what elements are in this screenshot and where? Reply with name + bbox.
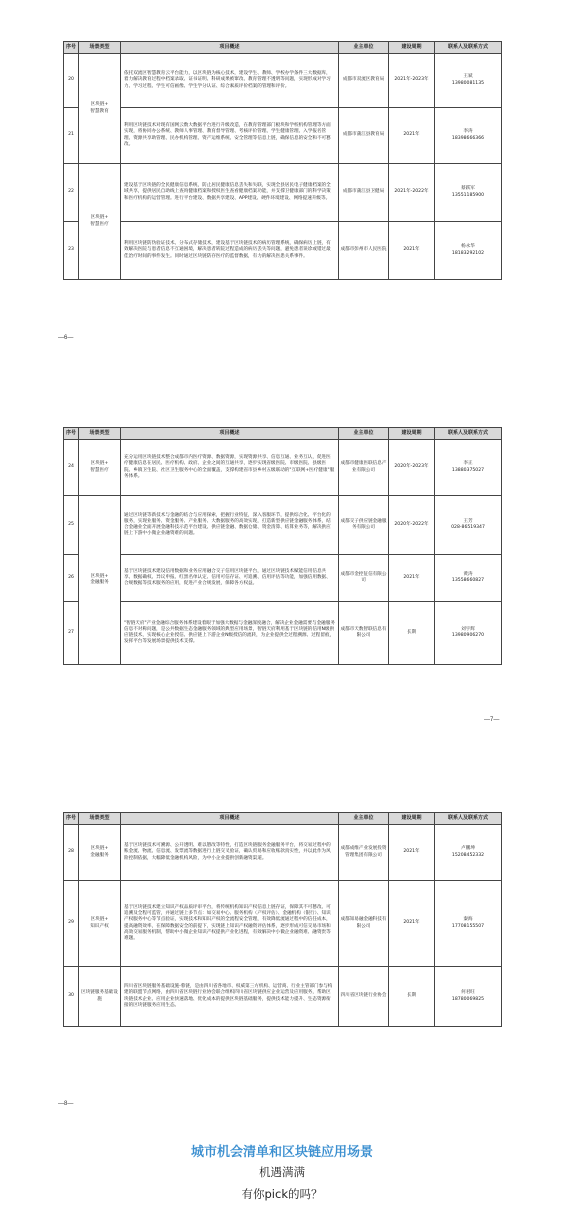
footer-line-1: 机遇满满 <box>259 1165 305 1179</box>
header-period: 建设周期 <box>389 42 435 54</box>
row-period: 2021年 <box>389 222 435 280</box>
table-row <box>64 222 502 280</box>
row-description: 基于区块链技术建立知识产权品质评审平台，将传统机构知识产权信息上链存证，保障其不可篡改、可追溯及全程可监管，并通过链上多节点：如交易中心、服务机构（产权评估）、金融机构（银行）、知识产权服务中心等节点验证，实现技术和知识产权的全流程安全管理，有效降低流通过程中的信任成本，提高融资效率，在保障数据安全的前提下，实现链上知识产权融资评估体系，逐步形成可信交易市场和高效交易服务机制，帮助中小微企业知识产权提供产业化进程，有效解决中小微企业融资难、融资贵等难题。 <box>121 881 339 967</box>
scenario-table-page-6 <box>63 41 502 280</box>
header-owner: 业主单位 <box>339 813 389 825</box>
table-row <box>64 164 502 222</box>
row-period: 2021年 <box>389 555 435 602</box>
row-no: 29 <box>64 881 79 967</box>
table-row <box>64 825 502 881</box>
row-owner: 成都市金控征信有限公司 <box>339 555 389 602</box>
header-period: 建设周期 <box>389 428 435 440</box>
row-owner: 成都市双流区教育局 <box>339 54 389 108</box>
row-owner: 成都市蒲江县教育局 <box>339 108 389 164</box>
header-contact: 联系人及联系方式 <box>435 813 502 825</box>
row-no: 20 <box>64 54 79 108</box>
row-description: 充分运用区块链技术整合成都市内医疗资源、数据资源，实现资源共享、信息互通、业务互认，促进医疗健康信息在居民、医疗机构、政府、企业之间的互通共享，逐步实现省级医院、市级医院、县级医院、乡镇卫生院、社区卫生服务中心的全面覆盖，支撑构建省市县乡村五级联动的"互联网+医疗健康"服务体系。 <box>121 440 339 496</box>
row-description: 通过区块链等新技术与金融的结合与应用探索，把握行业特征，深入客服环节，提供综合化、平台化的服务，实现业服务、资金服务、产业服务、大数据服务的高效实现，打造新型供应链金融服务体系，结合金融业全面开展金融科技示范平台建设、供应链金融、数据仓储、资金清算、结算业务等，解决供应链上下游中小微企业融资难的问题。 <box>121 496 339 555</box>
page-number: —6— <box>58 335 74 341</box>
header-description: 项目概述 <box>121 428 339 440</box>
row-contact: 黄涛 13558660827 <box>435 555 502 602</box>
table-row <box>64 108 502 164</box>
header-no: 序号 <box>64 42 79 54</box>
row-category: 区块链+ 金融服务 <box>79 825 121 881</box>
row-category: 区块链服务基础设施 <box>79 967 121 1027</box>
row-category: 区块链+ 智慧医疗 <box>79 164 121 280</box>
doc-page-7 <box>63 427 501 665</box>
row-contact: 何君旺 18780069825 <box>435 967 502 1027</box>
row-no: 28 <box>64 825 79 881</box>
row-description: "智链天府"产业金融综合服务体系建设着眼于加强大数据与金融深度融合，解决企业金融需要与金融服务信息不对称问题，是公共数据生态金融服务领域的典型应用场景，智链天府利用基于区块链的信用N级供应链技术，实现核心企业授信、供应链上下游企业N级授信的流转，为企业提供全过程溯源、过程留痕，发挥平台等发展场景提供技术支撑。 <box>121 602 339 665</box>
row-contact: 卢鹏坤 15208452332 <box>435 825 502 881</box>
table-header-row <box>64 42 502 54</box>
row-contact: 秦海 17708155507 <box>435 881 502 967</box>
row-period: 长期 <box>389 967 435 1027</box>
table-row <box>64 555 502 602</box>
header-description: 项目概述 <box>121 42 339 54</box>
row-no: 22 <box>64 164 79 222</box>
row-no: 26 <box>64 555 79 602</box>
row-description: 利用区块链防伪验证技术、分布式存储技术，建设基于区块链技术的病历管理系统，确保病历上链，有效解决医院与患者信息不互通困境，解决患者转院过程造成的病历丢失等问题，避免患者误诊或错过最佳治疗时间的事件发生。同时通过区块链防存医疗的监督数据，有力的解决医患关系事件。 <box>121 222 339 280</box>
row-description: 四川省区块链服务基础设施-蓉链，是由四川省各地市、权威第三方机构、运营商、行业主管部门参与构建的联盟节点网络，由四川省区块链行业协会联合组织四川省区块链供应企业运营及应用服务，帮助区块链技术企业、应用企业快速落地、优化成本的提供区块链基础服务，提供技术能力提升、生态资源衔接的区块链服务应用生态。 <box>121 967 339 1027</box>
row-category: 区块链+ 智慧医疗 <box>79 440 121 496</box>
row-no: 25 <box>64 496 79 555</box>
row-no: 30 <box>64 967 79 1027</box>
row-period: 2021年 <box>389 881 435 967</box>
row-description: 基于区块链技术建设信用数据和业务应用融合交子信用区块链平台，通过区块链技术赋能信用信息共享、数据确权、异议申报、红黑名单认定、信用可信存证、可追溯、信用评估等功能，加强信用数据、合规数据等技术服务的应用，促进产业合规发展，保障各方权益。 <box>121 555 339 602</box>
row-owner: 成都市天数智联信息有限公司 <box>339 602 389 665</box>
row-period: 2021年-2023年 <box>389 54 435 108</box>
table-header-row <box>64 428 502 440</box>
doc-page-8 <box>63 812 501 1027</box>
row-no: 23 <box>64 222 79 280</box>
row-category: 区块链+ 智慧教育 <box>79 54 121 164</box>
header-category: 场景类型 <box>79 428 121 440</box>
header-category: 场景类型 <box>79 42 121 54</box>
row-description: 基于区块链技术可溯源、公开透明、难以篡改等特性，打造区块链服务金融服务平台，将交易过程中的账金流、物流、信息流、发票流等数据进行上链交叉验证，确认贸易和应收账款真实性，并以此作为风险控制依据，大幅降低金融机构风险，为中小企业提供创新融资渠道。 <box>121 825 339 881</box>
footer-line-2: 有你pick的吗？ <box>241 1187 323 1201</box>
row-contact: 李正 13880375027 <box>435 440 502 496</box>
row-contact: 李涛 18398666366 <box>435 108 502 164</box>
footer-title: 城市机会清单和区块链应用场景 <box>190 1145 373 1160</box>
table-header-row <box>64 813 502 825</box>
header-contact: 联系人及联系方式 <box>435 42 502 54</box>
row-description: 建设基于区块链的全民健康信息系统，防止居民健康信息丢失和失联，实现全县居民电子健康档案的全域共享，提供居民自助线上查询健康档案和授权医生查看健康档案功能，并支撑卫健康部门的科学决策和医疗机构的运营管理。进行平台建设、数据共享建设、APP建设、硬件环境建设、网络提速升级等。 <box>121 164 339 222</box>
row-owner: 成都市蒲江县卫健局 <box>339 164 389 222</box>
row-contact: 王芳 028-86519347 <box>435 496 502 555</box>
header-owner: 业主单位 <box>339 428 389 440</box>
row-period: 长期 <box>389 602 435 665</box>
row-no: 21 <box>64 108 79 164</box>
row-contact: 王斌 13980081135 <box>435 54 502 108</box>
row-no: 24 <box>64 440 79 496</box>
header-no: 序号 <box>64 813 79 825</box>
row-owner: 成都市彭州市人民医院 <box>339 222 389 280</box>
table-row <box>64 54 502 108</box>
row-period: 2020年-2022年 <box>389 496 435 555</box>
doc-page-6 <box>63 41 501 280</box>
row-owner: 成都市健康医联信息产业有限公司 <box>339 440 389 496</box>
row-owner: 成都知易融金融科技有限公司 <box>339 881 389 967</box>
row-owner: 四川省区块链行业协会 <box>339 967 389 1027</box>
row-owner: 成都成维产业发展投资管理集团有限公司 <box>339 825 389 881</box>
row-period: 2021年 <box>389 108 435 164</box>
header-contact: 联系人及联系方式 <box>435 428 502 440</box>
row-no: 27 <box>64 602 79 665</box>
row-category: 区块链+ 知识产权 <box>79 881 121 967</box>
row-period: 2020年-2023年 <box>389 440 435 496</box>
table-row <box>64 602 502 665</box>
row-contact: 杨永华 18183292102 <box>435 222 502 280</box>
scenario-table-page-8 <box>63 812 502 1027</box>
row-contact: 刘宇辉 13980906270 <box>435 602 502 665</box>
header-no: 序号 <box>64 428 79 440</box>
header-description: 项目概述 <box>121 813 339 825</box>
header-period: 建设周期 <box>389 813 435 825</box>
page-number: —7— <box>484 717 500 723</box>
table-row <box>64 496 502 555</box>
table-row <box>64 440 502 496</box>
row-description: 利用区块链技术对现有国网云数大数据平台进行升级改造，在教育管理部门板块和学校机构管理等方面实现，将协同办公系统、教师人事管理、教育督导管理、考核评价管理、学生健康管理、入学报名管理、资源共享助管理、民办机构管理、资产运维系统、安全管理等信息上链，确保信息的安全和不可篡改。 <box>121 108 339 164</box>
row-description: 依托双流区智慧教育云平台能力，以区块链为核心技术，建设学生、教师、学校办学条件三大数据库，着力解决教育过程中档案录取、证书证明、科研成果被窜改、教育管理不透明等问题，实现形成对学习力、学习过程、学生可信画像、学生学分认证、综合素质评价档案的管理和评价。 <box>121 54 339 108</box>
table-row <box>64 881 502 967</box>
table-row <box>64 967 502 1027</box>
row-period: 2021年 <box>389 825 435 881</box>
row-contact: 蔡跃军 13551185900 <box>435 164 502 222</box>
row-period: 2021年-2022年 <box>389 164 435 222</box>
scenario-table-page-7 <box>63 427 502 665</box>
row-owner: 成都交子供应链金融服务有限公司 <box>339 496 389 555</box>
row-category: 区块链+ 金融服务 <box>79 496 121 665</box>
header-category: 场景类型 <box>79 813 121 825</box>
header-owner: 业主单位 <box>339 42 389 54</box>
page-number: —8— <box>58 1101 74 1107</box>
